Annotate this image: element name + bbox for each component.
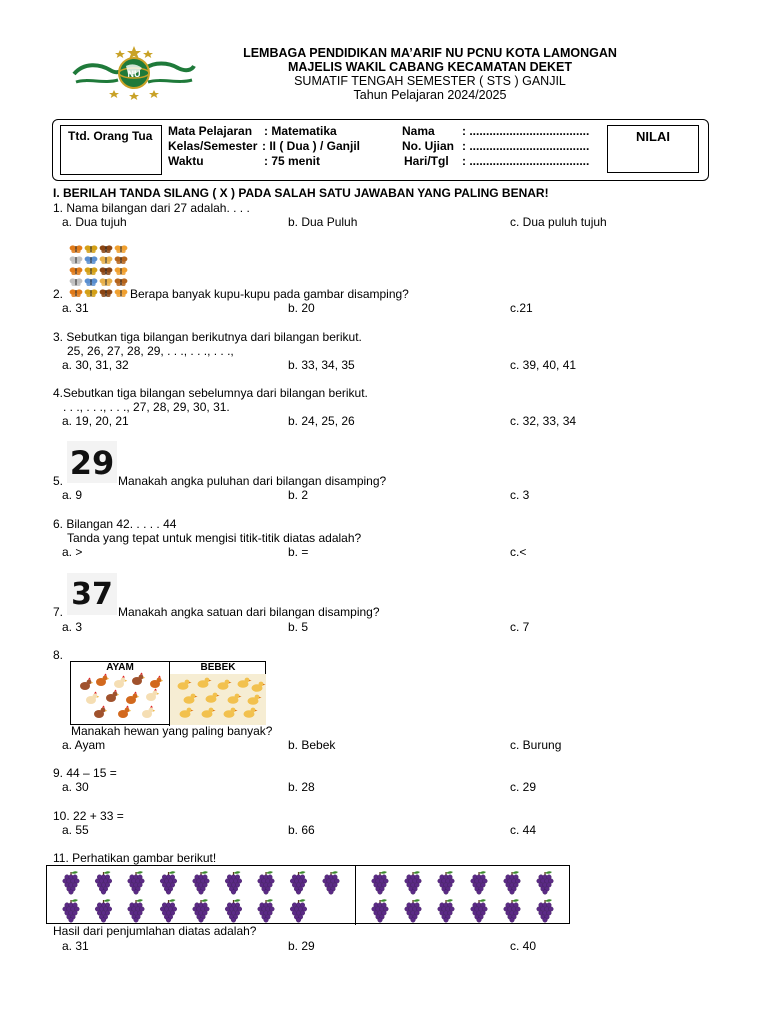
q3-option-c[interactable]: c. 39, 40, 41 xyxy=(510,358,577,372)
butterfly-icon xyxy=(115,278,128,286)
q3-option-a[interactable]: a. 30, 31, 32 xyxy=(62,358,129,372)
header-branch: MAJELIS WAKIL CABANG KECAMATAN DEKET xyxy=(287,60,573,74)
question-11-text: 11. Perhatikan gambar berikut! xyxy=(53,851,217,865)
question-7-text: Manakah angka satuan dari bilangan disamping? xyxy=(118,605,380,619)
question-4-text: 4.Sebutkan tiga bilangan sebelumnya dari bilangan berikut. xyxy=(53,386,368,400)
grape-icon xyxy=(95,871,112,894)
q8-option-a[interactable]: a. Ayam xyxy=(62,738,106,752)
grape-icon xyxy=(225,871,242,894)
number-image-29: 29 xyxy=(67,441,117,483)
question-7-number: 7. xyxy=(53,605,64,619)
chicken-icon xyxy=(150,676,163,689)
grape-addition-figure xyxy=(46,865,570,924)
question-11-subtext: Hasil dari penjumlahan diatas adalah? xyxy=(53,924,257,938)
question-5-number: 5. xyxy=(53,474,64,488)
grape-icon xyxy=(160,871,177,894)
q2-option-c[interactable]: c.21 xyxy=(510,301,533,315)
chicken-icon xyxy=(86,692,99,705)
chicken-icon xyxy=(94,706,107,719)
grape-icon xyxy=(537,871,554,894)
score-label: NILAI xyxy=(636,129,670,144)
butterfly-icon xyxy=(70,289,83,297)
question-10-text: 10. 22 + 33 = xyxy=(53,809,124,823)
chicken-icon xyxy=(118,706,131,719)
grape-icon xyxy=(504,899,521,922)
grape-icon xyxy=(471,871,488,894)
header-year: Tahun Pelajaran 2024/2025 xyxy=(353,88,507,102)
q7-option-b[interactable]: b. 5 xyxy=(288,620,309,634)
butterfly-icon xyxy=(85,289,98,297)
duck-column-label: BEBEK xyxy=(200,662,236,673)
grape-icon xyxy=(504,871,521,894)
butterfly-icon xyxy=(115,289,128,297)
butterfly-icon xyxy=(115,245,128,253)
q9-option-b[interactable]: b. 28 xyxy=(288,780,315,794)
question-2-number: 2. xyxy=(53,287,64,301)
logo-text: NU xyxy=(127,69,141,79)
grape-icon xyxy=(290,899,307,922)
grape-icon xyxy=(537,899,554,922)
q4-option-c[interactable]: c. 32, 33, 34 xyxy=(510,414,577,428)
chicken-icon xyxy=(142,706,155,719)
subject-value: : Matematika xyxy=(264,124,337,138)
header-institution: LEMBAGA PENDIDIKAN MA’ARIF NU PCNU KOTA LAMONGAN xyxy=(243,46,617,60)
butterfly-icon xyxy=(70,267,83,275)
q7-option-c[interactable]: c. 7 xyxy=(510,620,530,634)
animal-comparison-table xyxy=(70,661,266,725)
grape-icon xyxy=(225,899,242,922)
grape-icon xyxy=(193,899,210,922)
butterfly-icon xyxy=(85,278,98,286)
butterfly-icon xyxy=(70,256,83,264)
exam-number-label: No. Ujian xyxy=(402,139,455,153)
q6-option-a[interactable]: a. > xyxy=(62,545,83,559)
chicken-icon xyxy=(96,674,109,687)
chicken-icon xyxy=(146,689,159,702)
grape-icon xyxy=(128,899,145,922)
grape-icon xyxy=(290,871,307,894)
grape-icon xyxy=(63,871,80,894)
q8-option-c[interactable]: c. Burung xyxy=(510,738,562,752)
grape-icon xyxy=(63,899,80,922)
grape-icon xyxy=(258,899,275,922)
q1-option-a[interactable]: a. Dua tujuh xyxy=(62,215,127,229)
q6-option-b[interactable]: b. = xyxy=(288,545,309,559)
grape-icon xyxy=(372,899,389,922)
q1-option-b[interactable]: b. Dua Puluh xyxy=(288,215,358,229)
question-5-text: Manakah angka puluhan dari bilangan disamping? xyxy=(118,474,387,488)
question-6-text: 6. Bilangan 42. . . . . 44 xyxy=(53,517,177,531)
butterfly-icon xyxy=(100,256,113,264)
class-value: : II ( Dua ) / Ganjil xyxy=(262,139,361,153)
exam-number-field[interactable]: : .................................... xyxy=(462,139,590,153)
butterfly-icon xyxy=(70,278,83,286)
butterfly-icon xyxy=(115,256,128,264)
q2-option-a[interactable]: a. 31 xyxy=(62,301,89,315)
grape-icon xyxy=(438,899,455,922)
q2-option-b[interactable]: b. 20 xyxy=(288,301,315,315)
grape-icon xyxy=(372,871,389,894)
q11-option-b[interactable]: b. 29 xyxy=(288,939,315,953)
q5-option-a[interactable]: a. 9 xyxy=(62,488,83,502)
butterfly-icon xyxy=(100,289,113,297)
butterfly-icon xyxy=(85,256,98,264)
class-label: Kelas/Semester xyxy=(168,139,258,153)
question-8-text: Manakah hewan yang paling banyak? xyxy=(71,724,273,738)
question-3-sequence: 25, 26, 27, 28, 29, . . ., . . ., . . ., xyxy=(67,344,234,358)
q4-option-a[interactable]: a. 19, 20, 21 xyxy=(62,414,129,428)
question-8-number: 8. xyxy=(53,648,64,662)
date-label: Hari/Tgl xyxy=(404,154,449,168)
nu-logo-icon xyxy=(70,42,198,102)
q9-option-a[interactable]: a. 30 xyxy=(62,780,89,794)
date-field[interactable]: : .................................... xyxy=(462,154,590,168)
time-value: : 75 menit xyxy=(264,154,321,168)
grape-icon xyxy=(258,871,275,894)
question-3-text: 3. Sebutkan tiga bilangan berikutnya dari bilangan berikut. xyxy=(53,330,362,344)
grape-icon xyxy=(95,899,112,922)
section-title: I. BERILAH TANDA SILANG ( X ) PADA SALAH SATU JAWABAN YANG PALING BENAR! xyxy=(53,186,549,200)
subject-label: Mata Pelajaran xyxy=(168,124,253,138)
question-6-subtext: Tanda yang tepat untuk mengisi titik-titik diatas adalah? xyxy=(67,531,362,545)
q11-option-a[interactable]: a. 31 xyxy=(62,939,89,953)
q5-option-b[interactable]: b. 2 xyxy=(288,488,309,502)
chicken-icon xyxy=(132,673,145,686)
grape-icon xyxy=(405,899,422,922)
chicken-icon xyxy=(114,676,127,689)
q5-option-c[interactable]: c. 3 xyxy=(510,488,530,502)
question-9-text: 9. 44 – 15 = xyxy=(53,766,117,780)
parent-signature-label: Ttd. Orang Tua xyxy=(68,129,153,143)
chicken-icon xyxy=(80,678,93,691)
butterfly-icon xyxy=(100,267,113,275)
q6-option-c[interactable]: c.< xyxy=(510,545,527,559)
chicken-icon xyxy=(106,690,119,703)
question-4-sequence: . . ., . . ., . . ., 27, 28, 29, 30, 31. xyxy=(63,400,230,414)
butterfly-icon xyxy=(100,245,113,253)
butterfly-icon xyxy=(100,278,113,286)
butterfly-icon xyxy=(70,245,83,253)
grape-icon xyxy=(160,899,177,922)
q7-option-a[interactable]: a. 3 xyxy=(62,620,83,634)
name-field[interactable]: : .................................... xyxy=(462,124,590,138)
q4-option-b[interactable]: b. 24, 25, 26 xyxy=(288,414,355,428)
q8-option-b[interactable]: b. Bebek xyxy=(288,738,336,752)
question-2-text: Berapa banyak kupu-kupu pada gambar disamping? xyxy=(130,287,409,301)
grape-icon xyxy=(471,899,488,922)
q10-option-a[interactable]: a. 55 xyxy=(62,823,89,837)
question-1-text: 1. Nama bilangan dari 27 adalah. . . . xyxy=(53,201,250,215)
butterfly-icon xyxy=(85,267,98,275)
q3-option-b[interactable]: b. 33, 34, 35 xyxy=(288,358,355,372)
q10-option-c[interactable]: c. 44 xyxy=(510,823,537,837)
grape-icon xyxy=(128,871,145,894)
number-image-37: 37 xyxy=(67,573,117,615)
butterfly-icon xyxy=(85,245,98,253)
name-label: Nama xyxy=(402,124,435,138)
grape-icon xyxy=(323,871,340,894)
butterfly-icon xyxy=(115,267,128,275)
chicken-column-label: AYAM xyxy=(106,662,134,673)
q11-option-c[interactable]: c. 40 xyxy=(510,939,537,953)
time-label: Waktu xyxy=(168,154,204,168)
q1-option-c[interactable]: c. Dua puluh tujuh xyxy=(510,215,607,229)
header-exam-title: SUMATIF TENGAH SEMESTER ( STS ) GANJIL xyxy=(294,74,566,88)
grape-icon xyxy=(438,871,455,894)
q10-option-b[interactable]: b. 66 xyxy=(288,823,315,837)
q9-option-c[interactable]: c. 29 xyxy=(510,780,537,794)
grape-icon xyxy=(405,871,422,894)
butterfly-grid xyxy=(68,244,130,298)
grape-icon xyxy=(193,871,210,894)
chicken-icon xyxy=(126,692,139,705)
